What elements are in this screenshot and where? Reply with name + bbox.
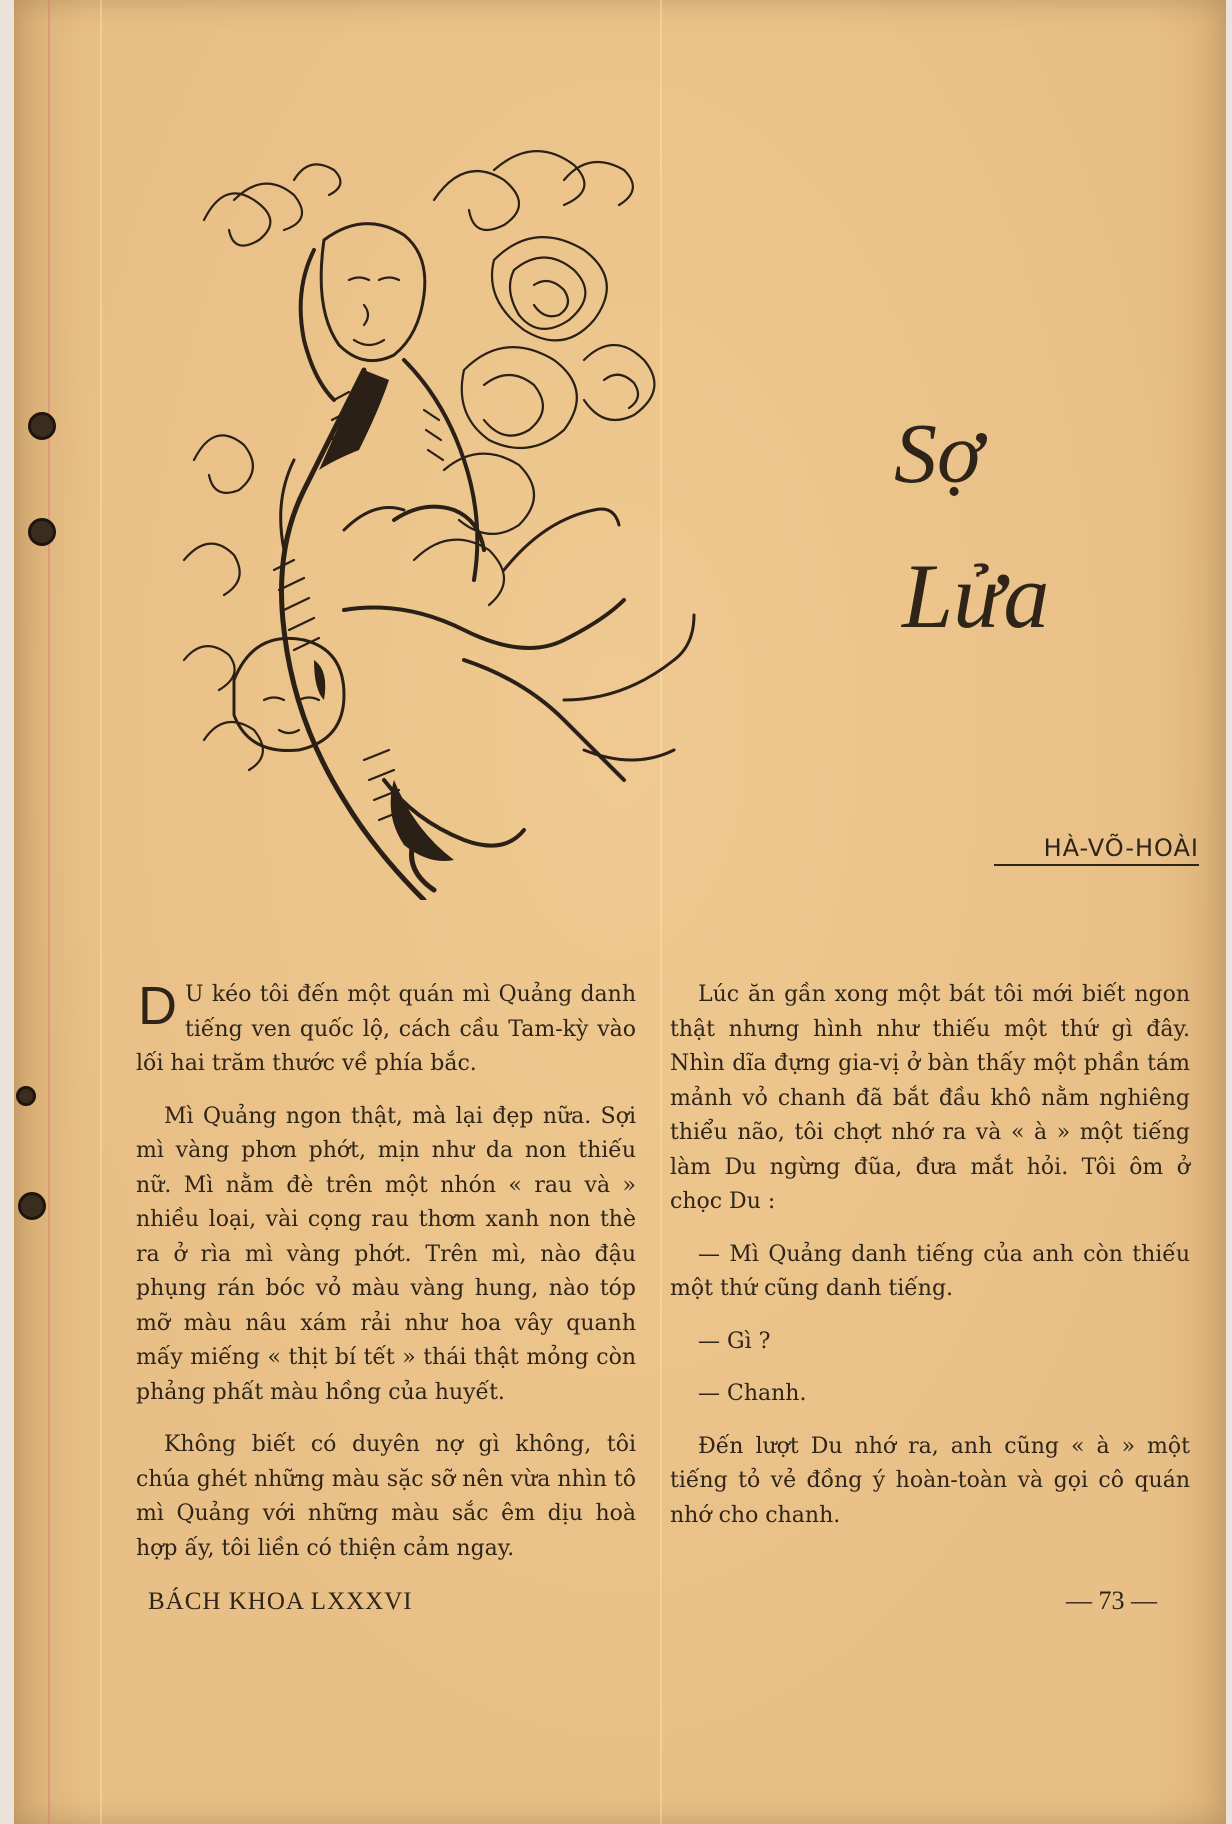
paper-rule-line [100, 0, 102, 1824]
binder-hole [28, 412, 56, 440]
right-column [670, 978, 1190, 1551]
fire-rescue-illustration [164, 140, 764, 900]
drop-cap: D [138, 976, 177, 1036]
paragraph: Không biết có duyên nợ gì không, tôi chúa ghét những màu sặc sỡ nên vừa nhìn tô mì Quảng với những màu sắc êm dịu hoà hợp ấy, tôi liền có thiện cảm ngay. [136, 1432, 636, 1561]
dialogue-line: — Mì Quảng danh tiếng của anh còn thiếu một thứ cũng danh tiếng. [670, 1241, 1190, 1301]
binder-hole [18, 1192, 46, 1220]
article-title-line1: Sợ [894, 405, 983, 501]
paragraph-text: U kéo tôi đến một quán mì Quảng danh tiếng ven quốc lộ, cách cầu Tam-kỳ vào lối hai trăm thước về phía bắc. [136, 982, 636, 1076]
paragraph [136, 978, 636, 1082]
page-number: — 73 — [1066, 1586, 1157, 1615]
left-column [136, 978, 636, 1584]
paragraph: Đến lượt Du nhớ ra, anh cũng « à » một tiếng tỏ vẻ đồng ý hoàn-toàn và gọi cô quán nhớ cho chanh. [670, 1433, 1190, 1528]
dialogue-line: — Gì ? [698, 1328, 771, 1354]
dialogue-line: — Chanh. [698, 1381, 807, 1406]
paragraph: Mì Quảng ngon thật, mà lại đẹp nữa. Sợi mì vàng phơn phớt, mịn như da non thiếu nữ. Mì nằm đè trên một nhón « rau và » nhiều loại, vài cọng rau thơm xanh non thè ra ở rìa mì vàng phớt. Trên mì, nào đậu phụng rán bóc vỏ màu vàng hung, nào tóp mỡ màu nâu xám rải như hoa vây quanh mấy miếng « thịt bí tết » thái thật mỏng còn phảng phất màu hồng của huyết. [136, 1103, 636, 1405]
article-title-line2: Lửa [902, 545, 1050, 647]
binder-hole [16, 1086, 36, 1106]
magazine-page [14, 0, 1226, 1824]
magazine-name: BÁCH KHOA LXXXVI [148, 1588, 413, 1615]
paragraph: Lúc ăn gần xong một bát tôi mới biết ngon thật nhưng hình như thiếu một thứ gì đây. Nhìn dĩa đựng gia-vị ở bàn thấy một phần tám mảnh vỏ chanh đã bắt đầu khô nằm nghiêng thiểu não, tôi chợt nhớ ra và « à » một tiếng làm Du ngừng đũa, đưa mắt hỏi. Tôi ôm ở chọc Du : [670, 982, 1190, 1214]
paper-rule-line [48, 0, 50, 1824]
article-author: HÀ-VÕ-HOÀI [994, 834, 1199, 866]
binder-hole [28, 518, 56, 546]
